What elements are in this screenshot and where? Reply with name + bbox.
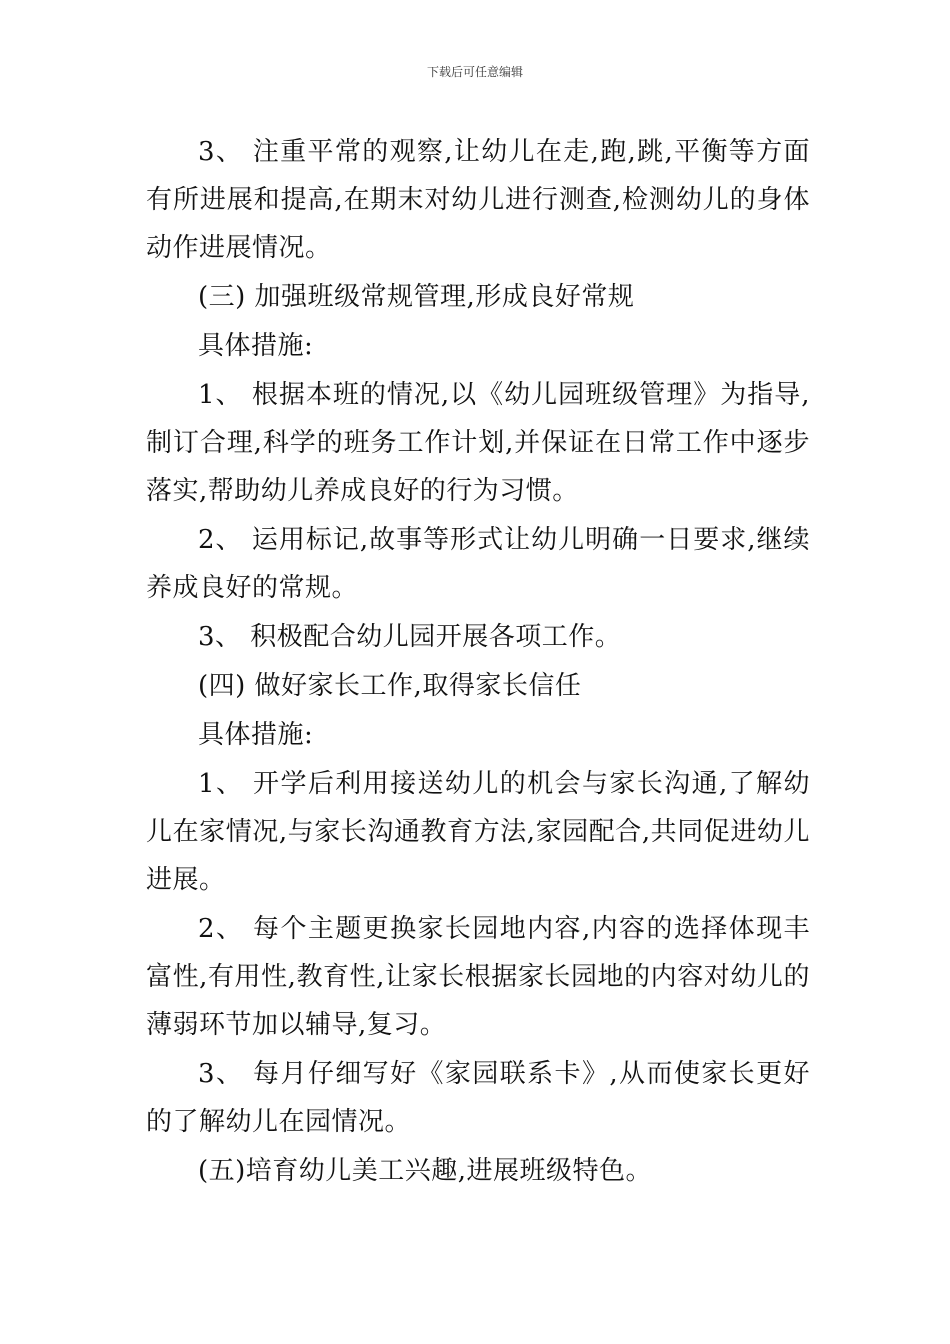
paragraph-class-plan: 1、 根据本班的情况,以《幼儿园班级管理》为指导,制订合理,科学的班务工作计划,并保证在日常工作中逐步落实,帮助幼儿养成良好的行为习惯。 (146, 380, 810, 506)
paragraph-parent-communication: 1、 开学后利用接送幼儿的机会与家长沟通,了解幼儿在家情况,与家长沟通教育方法,家园配合,共同促进幼儿进展。 (146, 769, 810, 895)
document-body (146, 128, 810, 1195)
section-heading-class-routine: (三) 加强班级常规管理,形成良好常规 (198, 282, 635, 312)
measures-label: 具体措施: (198, 331, 314, 361)
paragraph-observation: 3、 注重平常的观察,让幼儿在走,跑,跳,平衡等方面有所进展和提高,在期末对幼儿进行测查,检测幼儿的身体动作进展情况。 (146, 137, 810, 263)
section-heading-parent-work: (四) 做好家长工作,取得家长信任 (198, 671, 582, 701)
paragraph-daily-requirements: 2、 运用标记,故事等形式让幼儿明确一日要求,继续养成良好的常规。 (146, 525, 810, 603)
paragraph-cooperate-kindergarten: 3、 积极配合幼儿园开展各项工作。 (198, 622, 622, 652)
page-header-note: 下载后可任意编辑 (426, 65, 523, 79)
paragraph-parent-garden: 2、 每个主题更换家长园地内容,内容的选择体现丰富性,有用性,教育性,让家长根据家长园地的内容对幼儿的薄弱环节加以辅导,复习。 (146, 914, 810, 1040)
paragraph-contact-card: 3、 每月仔细写好《家园联系卡》,从而使家长更好的了解幼儿在园情况。 (146, 1059, 810, 1137)
measures-label: 具体措施: (198, 720, 314, 750)
section-heading-art-interest: (五)培育幼儿美工兴趣,进展班级特色。 (198, 1156, 653, 1186)
